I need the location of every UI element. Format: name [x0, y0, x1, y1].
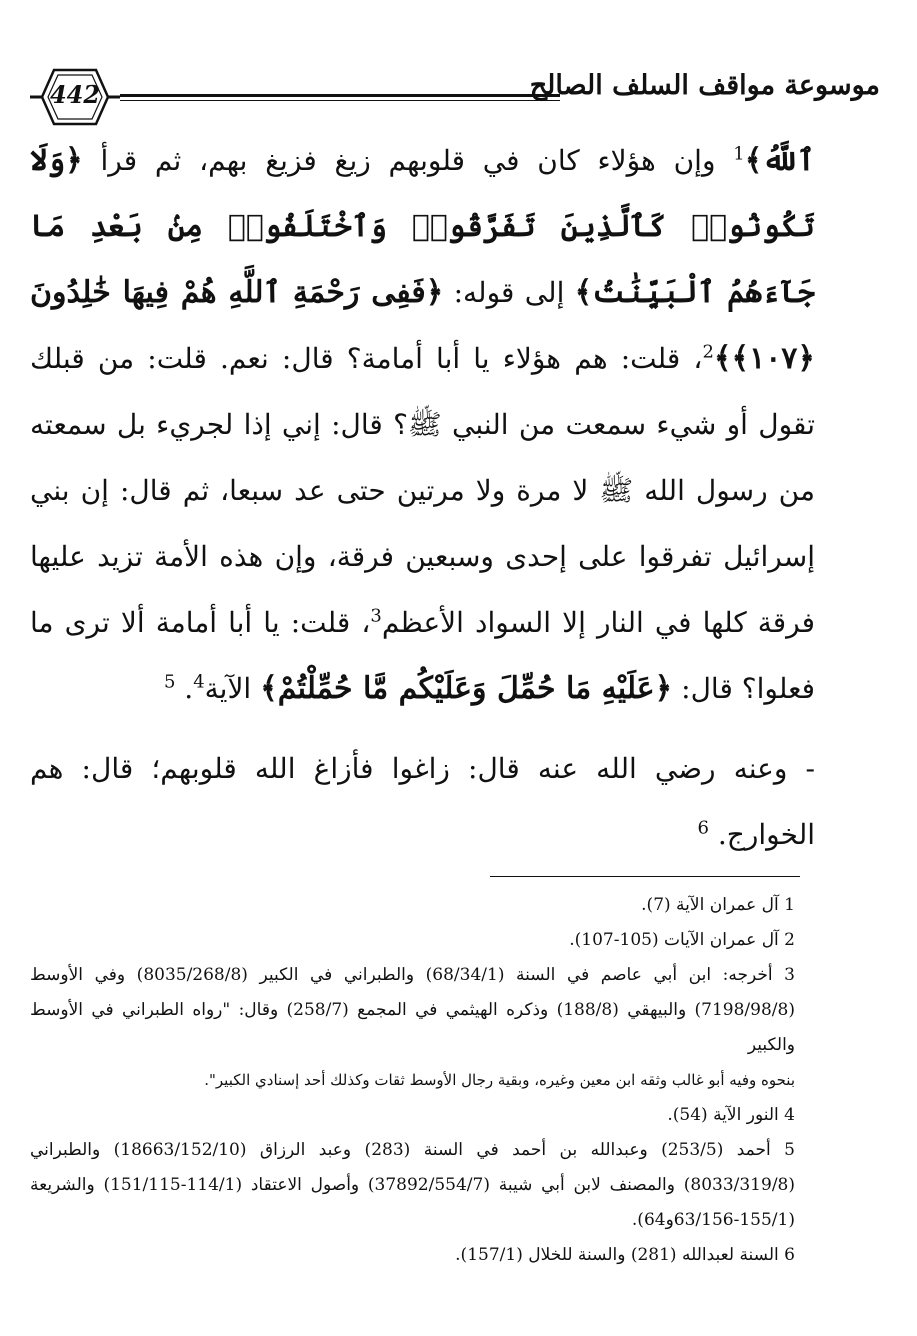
page-number: 442: [49, 80, 101, 109]
footnote-separator: [490, 876, 800, 877]
text-segment: إلى قوله:: [443, 276, 575, 309]
paragraph-2: [30, 736, 815, 868]
footnote-1: 1 آل عمران الآية (7).: [641, 895, 795, 915]
text-segment: وإن هؤلاء كان في قلوبهم زيغ فزيغ بهم، ثم قرأ: [82, 144, 734, 177]
quran-verse: ﴿وَلَا تَكُونُوا۟ كَٱلَّذِينَ تَفَرَّقُوا۟ وَٱخْتَلَفُوا۟ مِنۢ بَعْدِ مَا جَآءَهُمُ ٱلْبَيِّنَٰتُ﴾: [30, 143, 815, 310]
footnote-3: 3 أخرجه: ابن أبي عاصم في السنة (68/34/1) والطبراني في الكبير (8035/268/8) وفي الأوسط (7198/98/8) والبيهقي (188/8) وذكره الهيثمي في المجمع (258/7) وقال: "رواه الطبراني في الأوسط والكبير: [30, 965, 795, 1055]
quran-verse: ﴿فَفِى رَحْمَةِ ٱللَّهِ هُمْ فِيهَا خَٰلِدُونَ ﴿١٠٧﴾﴾: [30, 275, 815, 376]
book-title: موسوعة مواقف السلف الصالح: [529, 70, 880, 101]
page-number-badge: [30, 64, 120, 130]
footnote-ref-2: 2: [702, 341, 714, 363]
footnote-3-continued: بنحوه وفيه أبو غالب وثقه ابن معين وغيره، وبقية رجال الأوسط ثقات وكذلك أحد إسنادي الكبير".: [204, 1071, 795, 1089]
footnote-4: 4 النور الآية (54).: [667, 1105, 795, 1125]
footnote-ref-4: 4: [193, 671, 205, 693]
footnote-6: 6 السنة لعبدالله (281) والسنة للخلال (157/1).: [455, 1245, 795, 1265]
footnote-ref-6: 6: [697, 817, 709, 839]
text-segment: ، قلت: يا أبا أمامة ألا ترى ما فعلوا؟ قال:: [30, 606, 815, 705]
footnote-ref-5: 5: [163, 671, 176, 693]
footnote-2: 2 آل عمران الآيات (105-107).: [569, 930, 795, 950]
footnote-5: 5 أحمد (253/5) وعبدالله بن أحمد في السنة (283) وعبد الرزاق (18663/152/10) والطبراني (8033/319/8) والمصنف لابن أبي شيبة (37892/554/7) وأصول الاعتقاد (114/1-151/115) والشريعة (155/1-63/156و64).: [30, 1140, 795, 1230]
running-header: [30, 64, 880, 134]
footnote-ref-1: 1: [733, 143, 745, 165]
footnote-ref-3: 3: [370, 605, 382, 627]
quran-fragment: ٱللَّهُ: [762, 143, 815, 178]
footnotes: [30, 888, 795, 1273]
text-segment: - وعنه رضي الله عنه قال: زاغوا فأزاغ الله قلوبهم؛ قال: هم الخوارج.: [30, 752, 815, 851]
main-text: [30, 128, 815, 868]
text-segment: الآية: [204, 672, 261, 705]
quran-verse: ﴿عَلَيْهِ مَا حُمِّلَ وَعَلَيْكُم مَّا حُمِّلْتُمْ﴾: [260, 671, 673, 706]
paragraph-1: ٱللَّهُ﴾$^1$ وإن هؤلاء كان في قلوبهم زيغ فزيغ بهم، ثم قرأ ﴿وَلَا تَكُونُوا۟ كَٱلَّذِينَ تَفَرَّقُوا۟ وَٱخْتَلَفُوا۟ مِنۢ بَعْدِ مَا جَآءَهُمُ ٱلْبَيِّنَٰتُ﴾ إلى قوله: ﴿فَفِى رَحْمَةِ ٱللَّهِ هُمْ فِيهَا خَٰلِدُونَ ﴿١٠٧﴾﴾$^2$، قلت: هم هؤلاء يا أبا أمامة؟ قال: نعم. قلت: من قبلك تقول أو شيء سمعت من النبي ﷺ؟ قال: إني إذا لجريء بل سمعته من رسول الله ﷺ لا مرة ولا مرتين حتى عد سبعا، ثم قال: إن بني إسرائيل تفرقوا على إحدى وسبعين فرقة، وإن هذه الأمة تزيد عليها فرقة كلها في النار إلا السواد الأعظم$^3$، قلت: يا أبا أمامة ألا ترى ما فعلوا؟ قال: ﴿عَلَيْهِ مَا حُمِّلَ وَعَلَيْكُم مَّا حُمِّلْتُمْ﴾ الآية$^4$. $^5$: [30, 143, 816, 706]
header-rule: [120, 94, 560, 101]
text-segment: ، قلت: هم هؤلاء يا أبا أمامة؟ قال: نعم. قلت: من قبلك تقول أو شيء سمعت من النبي ﷺ؟ قال: إني إذا لجريء بل سمعته من رسول الله ﷺ لا مرة ولا مرتين حتى عد سبعا، ثم قال: إن بني إسرائيل تفرقوا على إحدى وسبعين فرقة، وإن هذه الأمة تزيد عليها فرقة كلها في النار إلا السواد الأعظم: [30, 342, 816, 639]
